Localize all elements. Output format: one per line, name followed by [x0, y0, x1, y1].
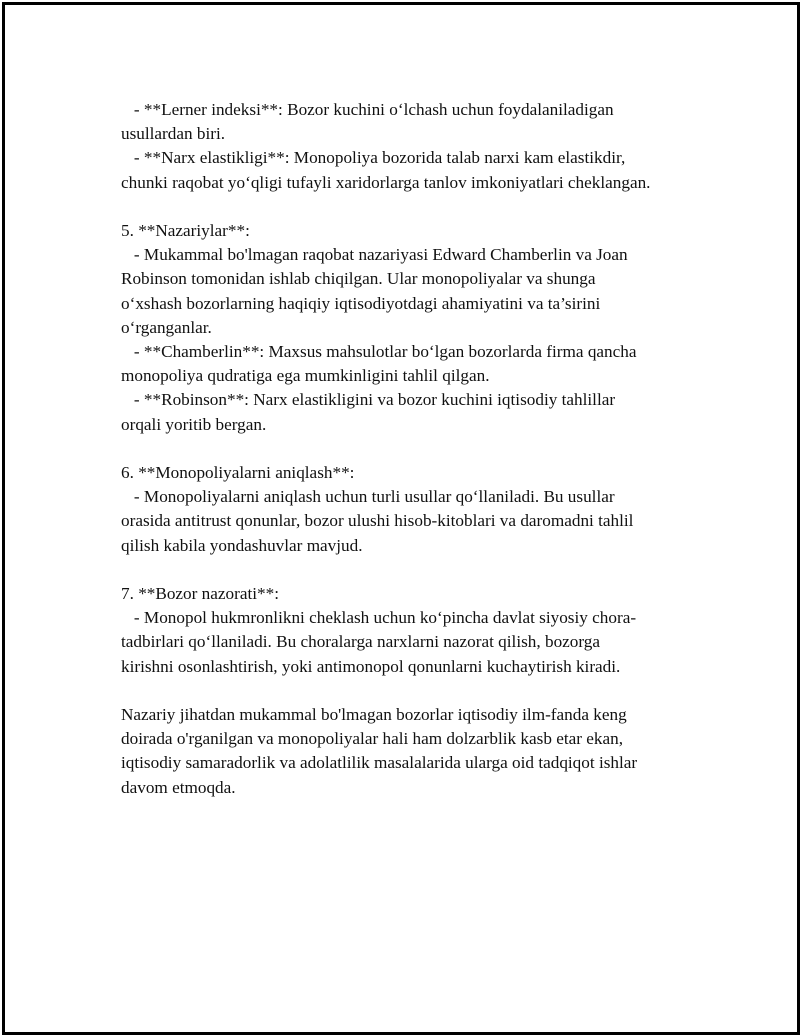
- bullet-chamberlin: [121, 340, 691, 388]
- text-line: Robinson tomonidan ishlab chiqilgan. Ular monopoliyalar va shunga: [121, 269, 596, 289]
- paragraph-gap: [121, 679, 691, 703]
- text-line: - **Lerner indeksi**: Bozor kuchini o‘lchash uchun foydalaniladigan: [121, 100, 614, 119]
- text-line: orqali yoritib bergan.: [121, 414, 267, 434]
- text-line: usullardan biri.: [121, 124, 226, 144]
- text-line: Nazariy jihatdan mukammal bo'lmagan bozorlar iqtisodiy ilm-fanda keng: [121, 705, 627, 725]
- text-line: o‘rganganlar.: [121, 317, 212, 337]
- heading-line: 7. **Bozor nazorati**:: [121, 584, 279, 604]
- bullet-nazorat-choralari: [121, 606, 691, 679]
- text-line: orasida antitrust qonunlar, bozor ulushi hisob-kitoblari va daromadni tahlil: [121, 511, 634, 531]
- paragraph-gap: [121, 558, 691, 582]
- page-frame: [2, 2, 800, 1035]
- document-body: [121, 98, 691, 800]
- text-line: kirishni osonlashtirish, yoki antimonopol qonunlarni kuchaytirish kiradi.: [121, 656, 621, 676]
- text-line: - **Robinson**: Narx elastikligini va bozor kuchini iqtisodiy tahlillar: [121, 390, 616, 410]
- text-line: qilish kabila yondashuvlar mavjud.: [121, 535, 363, 555]
- bullet-aniqlash-usullari: [121, 485, 691, 558]
- conclusion-paragraph: [121, 703, 691, 800]
- bullet-robinson: [121, 388, 691, 436]
- bullet-lerner-indeksi: [121, 98, 691, 146]
- text-line: davom etmoqda.: [121, 777, 236, 797]
- text-line: - Mukammal bo'lmagan raqobat nazariyasi Edward Chamberlin va Joan: [121, 245, 628, 265]
- text-line: - **Chamberlin**: Maxsus mahsulotlar bo‘lgan bozorlarda firma qancha: [121, 342, 637, 362]
- heading-bozor-nazorati: [121, 582, 691, 606]
- text-line: - Monopoliyalarni aniqlash uchun turli usullar qo‘llaniladi. Bu usullar: [121, 487, 615, 507]
- paragraph-gap: [121, 437, 691, 461]
- text-line: iqtisodiy samaradorlik va adolatlilik masalalarida ularga oid tadqiqot ishlar: [121, 753, 638, 773]
- text-line: - **Narx elastikligi**: Monopoliya bozorida talab narxi kam elastikdir,: [121, 148, 626, 168]
- heading-nazariylar: [121, 219, 691, 243]
- text-line: doirada o'rganilgan va monopoliyalar hali ham dolzarblik kasb etar ekan,: [121, 729, 624, 749]
- text-line: monopoliya qudratiga ega mumkinligini tahlil qilgan.: [121, 366, 490, 386]
- heading-monopoliyalarni-aniqlash: [121, 461, 691, 485]
- text-line: chunki raqobat yo‘qligi tufayli xaridorlarga tanlov imkoniyatlari cheklangan.: [121, 172, 651, 192]
- text-line: - Monopol hukmronlikni cheklash uchun ko‘pincha davlat siyosiy chora-: [121, 608, 637, 628]
- heading-line: 6. **Monopoliyalarni aniqlash**:: [121, 463, 355, 483]
- text-line: tadbirlari qo‘llaniladi. Bu choralarga narxlarni nazorat qilish, bozorga: [121, 632, 601, 652]
- bullet-narx-elastikligi: [121, 146, 691, 194]
- heading-line: 5. **Nazariylar**:: [121, 221, 250, 240]
- paragraph-gap: [121, 195, 691, 219]
- text-line: o‘xshash bozorlarning haqiqiy iqtisodiyotdagi ahamiyatini va ta’sirini: [121, 293, 601, 313]
- bullet-mukammal-raqobat: [121, 243, 691, 340]
